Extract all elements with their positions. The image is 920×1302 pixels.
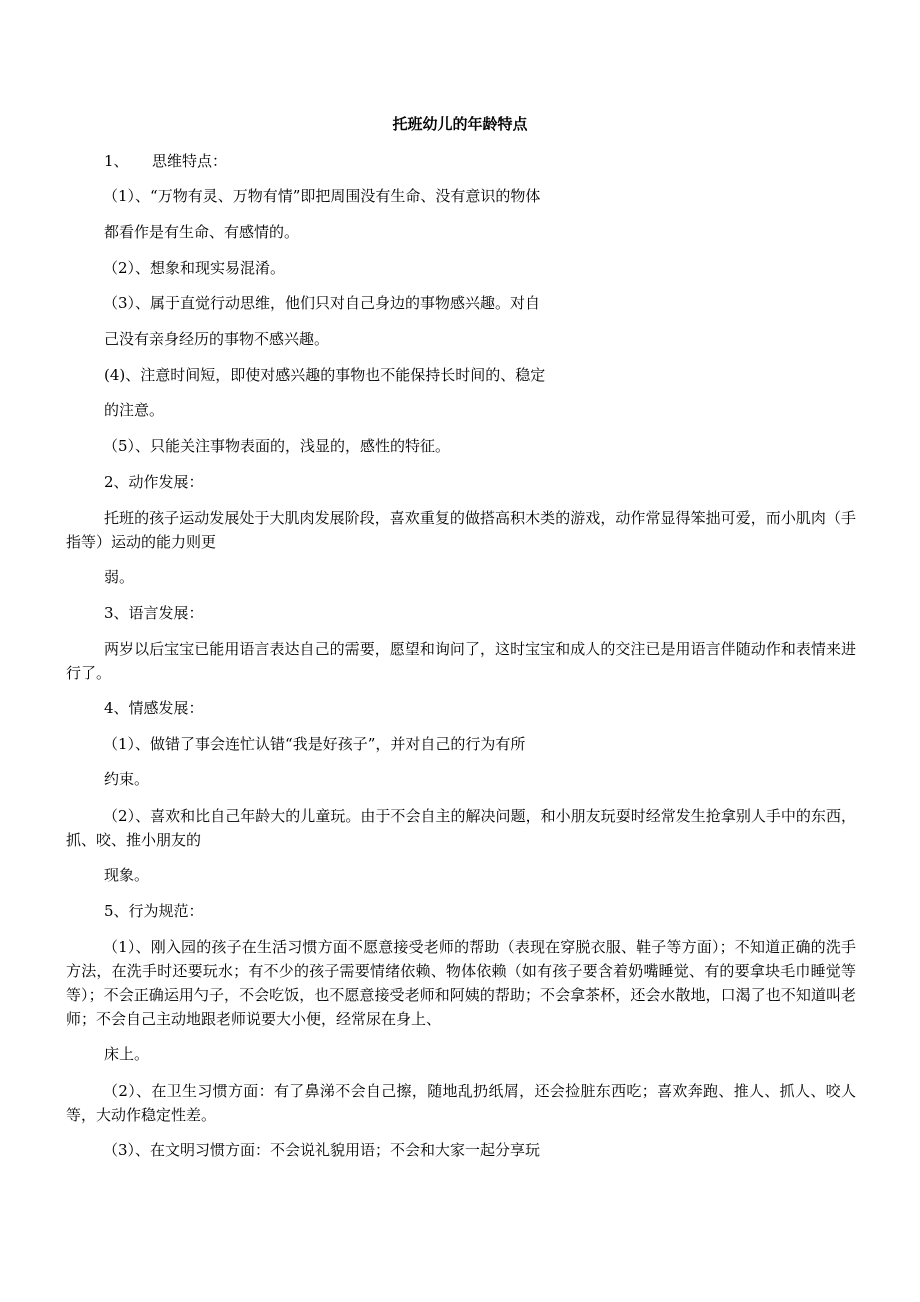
document-title: 托班幼儿的年龄特点 xyxy=(392,115,528,133)
paragraph: （2）、在卫生习惯方面：有了鼻涕不会自己擦，随地乱扔纸屑，还会捡脏东西吃；喜欢奔跑、推人、抓人、咬人等，大动作稳定性差。 xyxy=(66,1082,856,1124)
paragraph: 现象。 xyxy=(104,866,150,884)
paragraph: （3）、属于直觉行动思维，他们只对自己身边的事物感兴趣。对自 xyxy=(103,294,541,312)
paragraph: 两岁以后宝宝已能用语言表达自己的需要，愿望和询问了，这时宝宝和成人的交注已是用语言伴随动作和表情来进行了。 xyxy=(66,640,856,682)
section-heading-thinking xyxy=(104,150,227,172)
paragraph: 托班的孩子运动发展处于大肌肉发展阶段，喜欢重复的做搭高积木类的游戏，动作常显得笨拙可爱，而小肌肉（手指等）运动的能力则更 xyxy=(66,509,856,551)
paragraph: 己没有亲身经历的事物不感兴趣。 xyxy=(104,330,330,348)
section-heading-language: 3、语言发展： xyxy=(104,604,204,622)
paragraph: (4)、注意时间短，即使对感兴趣的事物也不能保持长时间的、稳定 xyxy=(104,366,546,384)
section-number: 1、 xyxy=(104,152,129,170)
section-heading-behavior: 5、行为规范： xyxy=(104,902,204,920)
paragraph: （2）、喜欢和比自己年龄大的儿童玩。由于不会自主的解决问题，和小朋友玩耍时经常发生抢拿别人手中的东西，抓、咬、推小朋友的 xyxy=(66,807,856,849)
paragraph: （1）、做错了事会连忙认错“我是好孩子”，并对自己的行为有所 xyxy=(103,735,526,753)
paragraph: （1）、刚入园的孩子在生活习惯方面不愿意接受老师的帮助（表现在穿脱衣服、鞋子等方面）；不知道正确的洗手方法，在洗手时还要玩水；有不少的孩子需要情绪依赖、物体依赖（如有孩子要含着奶嘴睡觉、有的要拿块毛巾睡觉等等）；不会正确运用勺子，不会吃饭，也不愿意接受老师和阿姨的帮助；不会拿茶杯，还会水散地，口渴了也不知道叫老师；不会自己主动地跟老师说要大小便，经常尿在身上、 xyxy=(66,938,856,1028)
paragraph: （1）、“万物有灵、万物有情”即把周围没有生命、没有意识的物体 xyxy=(103,187,541,205)
section-heading-motor: 2、动作发展： xyxy=(104,473,204,491)
paragraph: 床上。 xyxy=(104,1045,150,1063)
paragraph: （2）、想象和现实易混淆。 xyxy=(103,259,286,277)
section-heading-text: 思维特点： xyxy=(152,152,228,170)
paragraph: （3）、在文明习惯方面：不会说礼貌用语；不会和大家一起分享玩 xyxy=(103,1141,541,1159)
paragraph: 约束。 xyxy=(104,770,150,788)
paragraph: 都看作是有生命、有感情的。 xyxy=(104,223,300,241)
paragraph: 的注意。 xyxy=(104,401,165,419)
section-heading-emotion: 4、情感发展： xyxy=(104,699,204,717)
paragraph: （5）、只能关注事物表面的，浅显的，感性的特征。 xyxy=(103,437,451,455)
paragraph: 弱。 xyxy=(104,568,135,586)
